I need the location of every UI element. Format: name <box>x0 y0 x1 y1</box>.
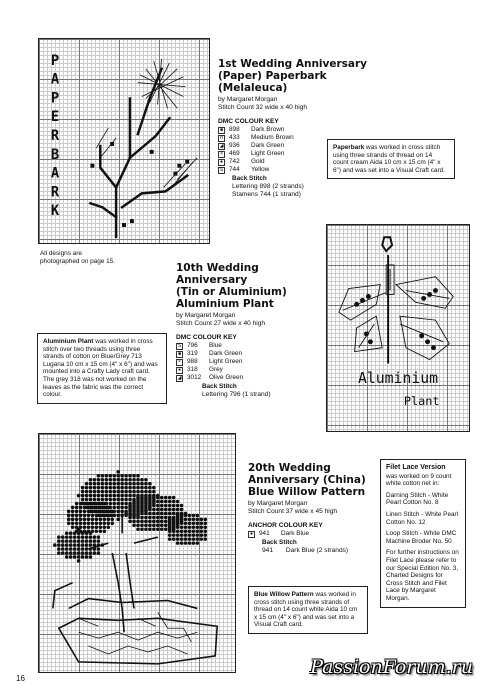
blue-willow-key-row <box>248 530 376 538</box>
aluminium-note <box>37 333 167 404</box>
photo-note-text: All designs are photographed on page 15. <box>40 250 115 265</box>
paperbark-key-number: 469 <box>229 150 240 157</box>
aluminium-key-symbol: ● <box>177 366 182 373</box>
aluminium-backstitch-heading: Back Stitch <box>202 383 237 390</box>
aluminium-key-colour-name: Grey <box>209 366 223 373</box>
paperbark-chart-letter: R <box>50 184 60 201</box>
blue-willow-title-line1: 20th Wedding <box>248 462 331 474</box>
aluminium-key-symbol: × <box>176 359 183 366</box>
paperbark-chart-letter: R <box>50 128 60 145</box>
page-number: 16 <box>16 674 25 683</box>
aluminium-key-row <box>176 374 326 382</box>
aluminium-key-number: 318 <box>187 366 198 373</box>
paperbark-motif <box>39 39 209 243</box>
paperbark-chart-letter: E <box>50 109 60 126</box>
aluminium-plant-chart <box>326 224 470 432</box>
paperbark-chart-letter: P <box>50 90 60 107</box>
aluminium-key-colour-name: Dark Green <box>209 350 243 357</box>
paperbark-chart-letter: K <box>50 203 60 220</box>
paperbark-key-heading: DMC COLOUR KEY <box>218 118 279 125</box>
paperbark-key-colour-name: Light Green <box>251 150 285 157</box>
paperbark-byline: by Margaret Morgan <box>218 96 278 103</box>
paperbark-chart-letter: A <box>50 165 60 182</box>
blue-willow-byline: by Margaret Morgan <box>248 500 308 507</box>
aluminium-key-number: 988 <box>187 358 198 365</box>
blue-willow-chart <box>38 433 236 673</box>
aluminium-title-line3: Aluminium Plant <box>176 298 274 310</box>
filet-lace-item-1: Darning Stitch - White Pearl Cotton No. 8 <box>386 491 449 507</box>
aluminium-key-symbol: ■ <box>177 350 182 357</box>
paperbark-key-number: 898 <box>229 126 240 133</box>
paperbark-chart-letter: B <box>50 146 60 163</box>
paperbark-backstitch-1: Lettering 898 (2 strands) <box>232 183 304 190</box>
filet-lace-item-2: Linen Stitch - White Pearl Cotton No. 12 <box>386 510 459 526</box>
aluminium-stitch-count: Stitch Count 27 wide x 40 high <box>176 320 266 327</box>
blue-willow-backstitch-1: 941 Dark Blue (2 strands) <box>262 547 349 554</box>
blue-willow-key-colour-name: Dark Blue <box>281 530 310 537</box>
aluminium-key-number: 796 <box>187 342 198 349</box>
aluminium-colour-key <box>176 342 326 382</box>
paperbark-key-colour-name: Dark Brown <box>251 126 285 133</box>
paperbark-key-colour-name: Dark Green <box>251 142 285 149</box>
filet-lace-box <box>380 459 466 608</box>
aluminium-key-heading: DMC COLOUR KEY <box>176 334 237 341</box>
aluminium-backstitch-1: Lettering 796 (1 strand) <box>202 391 271 398</box>
blue-willow-title-line2: Anniversary (China) <box>248 474 366 486</box>
aluminium-chart-word-2: Plant <box>403 393 440 408</box>
blue-willow-key-number: 941 <box>259 530 270 537</box>
paperbark-backstitch-heading: Back Stitch <box>232 175 267 182</box>
aluminium-title-line2: (Tin or Aluminium) <box>176 286 287 298</box>
blue-willow-title-line3: Blue Willow Pattern <box>248 486 366 498</box>
paperbark-note <box>327 139 455 179</box>
filet-lace-item-3: Loop Stitch - White DMC Machine Broder No. 50 <box>386 530 457 545</box>
blue-willow-backstitch-heading: Back Stitch <box>262 539 297 546</box>
aluminium-key-number: 3012 <box>187 374 202 381</box>
paperbark-key-symbol: ● <box>219 158 224 165</box>
paperbark-key-number: 936 <box>229 142 240 149</box>
blue-willow-info <box>248 462 376 555</box>
aluminium-note-bold: Aluminium Plant <box>43 338 94 345</box>
aluminium-key-symbol: S <box>177 342 182 349</box>
paperbark-key-symbol: × <box>218 151 225 158</box>
blue-willow-stitch-count: Stitch Count 37 wide x 45 high <box>248 508 338 515</box>
aluminium-plant-motif <box>327 225 469 431</box>
paperbark-key-colour-name: Medium Brown <box>251 134 294 141</box>
paperbark-backstitch-2: Stamens 744 (1 strand) <box>232 191 301 198</box>
blue-willow-key-heading: ANCHOR COLOUR KEY <box>248 522 323 529</box>
aluminium-key-colour-name: Light Green <box>209 358 243 365</box>
blue-willow-note-text: was worked in cross stitch using three strands of thread on 14 count white Aida 10 cm x 15 cm (4" x 6") and was set into a Visual Craft card. <box>254 591 358 629</box>
aluminium-key-symbol: ◢ <box>177 374 182 381</box>
paperbark-title-line2: (Paper) Paperbark (Melaleuca) <box>218 70 327 94</box>
paperbark-key-symbol: ◢ <box>219 142 224 149</box>
blue-willow-colour-key <box>248 530 376 538</box>
blue-willow-note <box>248 586 368 634</box>
aluminium-key-colour-name: Olive Green <box>209 374 244 381</box>
paperbark-note-bold: Paperbark <box>333 144 365 151</box>
photo-note <box>40 250 116 265</box>
paperbark-key-symbol: ■ <box>219 126 224 133</box>
aluminium-key-row <box>176 366 326 374</box>
blue-willow-note-bold: Blue Willow Pattern <box>254 591 314 598</box>
paperbark-key-colour-name: Gold <box>251 158 265 165</box>
aluminium-info <box>176 262 326 399</box>
paperbark-key-symbol: S <box>219 166 224 173</box>
blue-willow-key-symbol: ● <box>249 530 254 537</box>
aluminium-chart-word-1: Aluminium <box>357 370 439 388</box>
paperbark-key-number: 433 <box>229 134 240 141</box>
paperbark-chart-letter: A <box>50 71 60 88</box>
aluminium-title-line1: 10th Wedding Anniversary <box>176 262 259 286</box>
paperbark-key-number: 742 <box>229 158 240 165</box>
paperbark-title-line1: 1st Wedding Anniversary <box>218 58 368 70</box>
blue-willow-motif <box>39 434 235 672</box>
filet-lace-intro: was worked on 9 count white cotton net in: <box>386 472 452 488</box>
paperbark-key-number: 744 <box>229 166 240 173</box>
paperbark-note-text: was worked in cross stitch using three strands of thread on 14 count cream Aida 10 cm x 15 cm (4" x 6") and was set into a Visual Craft card. <box>333 144 445 174</box>
filet-lace-item-4: For further instructions on Filet Lace please refer to our Special Edition No. 3, Charted Designs for Cross Stitch and Filet Lace by Margaret Morgan. <box>386 549 459 602</box>
watermark: PassionForum.ru <box>310 656 473 678</box>
paperbark-key-row <box>218 126 398 134</box>
paperbark-chart-letter: P <box>50 52 60 69</box>
aluminium-key-colour-name: Blue <box>209 342 222 349</box>
paperbark-key-symbol: n <box>218 135 225 142</box>
aluminium-key-number: 319 <box>187 350 198 357</box>
paperbark-chart <box>38 38 210 244</box>
aluminium-key-row <box>176 342 326 350</box>
filet-lace-title: Filet Lace Version <box>386 464 446 471</box>
aluminium-key-row <box>176 350 326 358</box>
paperbark-stitch-count: Stitch Count 32 wide x 40 high <box>218 104 308 111</box>
aluminium-key-row <box>176 358 326 366</box>
paperbark-key-colour-name: Yellow <box>251 166 270 173</box>
aluminium-byline: by Margaret Morgan <box>176 312 236 319</box>
aluminium-note-text: was worked in cross stitch over two threads using three strands of cotton on Blue/Grey 713 Lugana 10 cm x 15 cm (4" x 6") and was mounted into a Crafty Lady craft card. The grey 318 was not worked on the leaves as the fabric was the correct colour. <box>43 338 158 399</box>
